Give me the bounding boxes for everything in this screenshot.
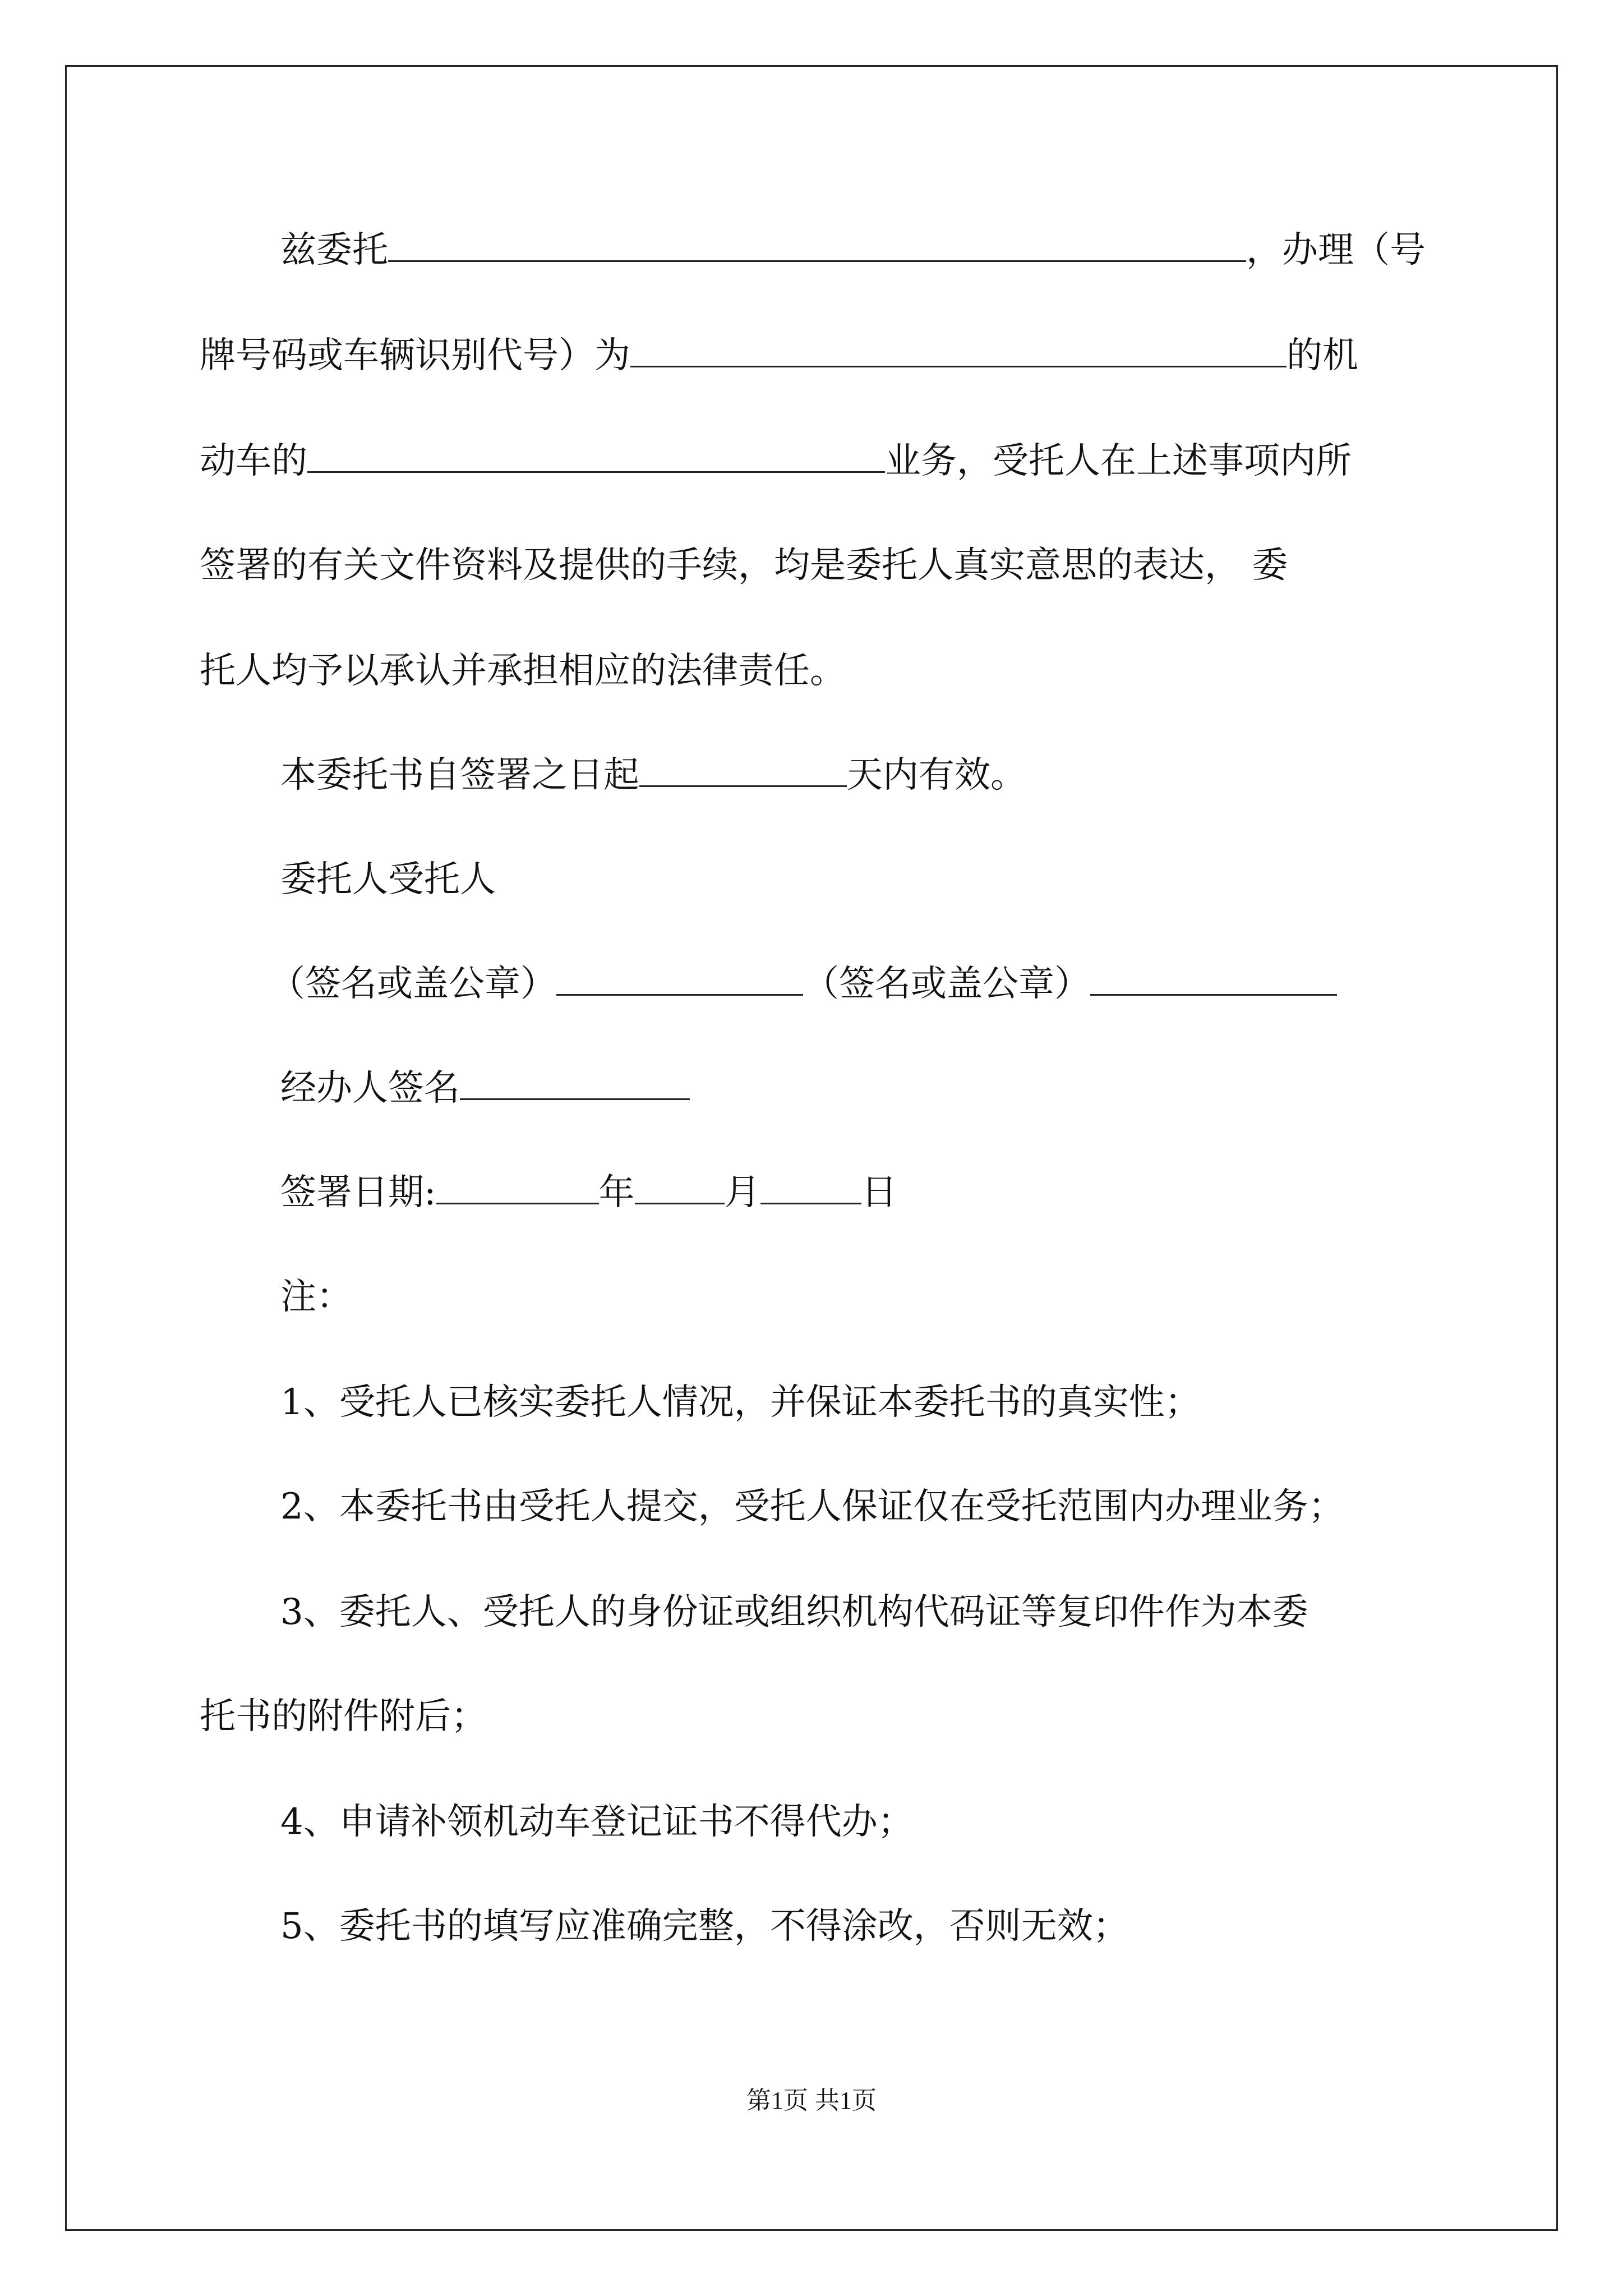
note-item: 5、委托书的填写应准确完整，不得涂改，否则无效； (280, 1906, 1129, 1947)
entrust-line-3 (200, 434, 1352, 488)
validity-line (280, 748, 1026, 802)
principal-sign-blank[interactable] (556, 958, 803, 996)
principal-sign-label: （签名或盖公章） (269, 963, 556, 1005)
business-blank[interactable] (307, 435, 885, 473)
handler-line (280, 1061, 690, 1115)
vehicle-label: 的机 (1287, 335, 1358, 376)
entrust-line-1 (280, 223, 1426, 277)
plate-number-blank[interactable] (630, 330, 1287, 367)
note-item: 1、受托人已核实委托人情况，并保证本委托书的真实性； (280, 1382, 1201, 1423)
day-label: 日 (861, 1172, 897, 1213)
plate-label: 牌号码或车辆识别代号）为 (200, 335, 630, 376)
note-item: 2、本委托书由受托人提交，受托人保证仅在受托范围内办理业务； (280, 1486, 1344, 1527)
year-label: 年 (598, 1172, 635, 1213)
validity-label: 本委托书自签署之日起 (280, 754, 639, 796)
note-item: 4、申请补领机动车登记证书不得代办； (280, 1801, 914, 1843)
handler-sign-blank[interactable] (460, 1062, 690, 1100)
entrust-line-2 (200, 329, 1358, 383)
page-total: 共1页 (815, 2087, 877, 2114)
agent-sign-label: （签名或盖公章） (803, 963, 1090, 1005)
date-label: 签署日期: (280, 1172, 436, 1213)
agent-name-blank[interactable] (388, 224, 1246, 262)
handle-label: ，办理（号 (1246, 229, 1426, 271)
signature-line (269, 957, 1337, 1011)
entrust-line-5: 托人均予以承认并承担相应的法律责任。 (200, 650, 846, 692)
agent-sign-blank[interactable] (1090, 958, 1337, 996)
validity-days-blank[interactable] (639, 749, 847, 787)
vehicle-of-label: 动车的 (200, 440, 307, 482)
entrust-label: 兹委托 (280, 229, 388, 271)
note-heading: 注： (280, 1276, 352, 1318)
month-blank[interactable] (635, 1167, 725, 1204)
handler-label: 经办人签名 (280, 1068, 460, 1109)
month-label: 月 (724, 1172, 760, 1213)
date-line (280, 1166, 897, 1220)
day-blank[interactable] (760, 1167, 861, 1204)
page-number: 第1页 (746, 2087, 808, 2114)
business-text: 业务，受托人在上述事项内所 (885, 440, 1352, 482)
entrust-line-4: 签署的有关文件资料及提供的手续，均是委托人真实意思的表达， 委 (200, 545, 1288, 586)
page-footer (0, 2084, 1623, 2118)
note-item-continuation: 托书的附件附后； (200, 1696, 487, 1737)
note-item: 3、委托人、受托人的身份证或组织机构代码证等复印件作为本委 (280, 1591, 1308, 1633)
year-blank[interactable] (436, 1167, 599, 1204)
parties-heading: 委托人受托人 (280, 859, 496, 900)
validity-suffix: 天内有效。 (847, 754, 1026, 796)
